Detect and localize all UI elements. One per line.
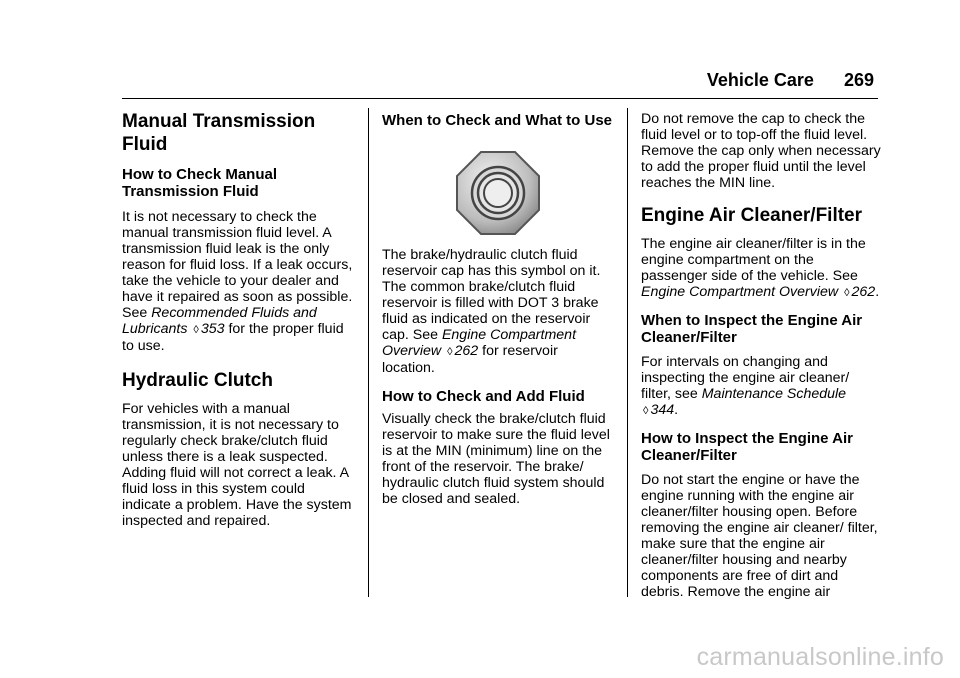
subheading-how-to-inspect: How to Inspect the Engine Air Cleaner/Filter xyxy=(641,430,853,464)
cross-reference-link[interactable]: Recommended Fluids and Lubricants xyxy=(122,305,317,337)
page-reference-icon: ◊ xyxy=(643,405,649,417)
page-reference-icon: ◊ xyxy=(193,324,199,336)
paragraph: For intervals on changing and inspecting the engine air cleaner/ filter, see Maintenance Schedule ◊ 344. xyxy=(641,354,850,418)
column-2 xyxy=(382,108,614,507)
page-reference[interactable]: 353 xyxy=(200,321,225,337)
heading-engine-air-cleaner: Engine Air Cleaner/Filter xyxy=(641,205,863,226)
column-divider xyxy=(627,108,628,597)
paragraph: The brake/hydraulic clutch fluid reservoir cap has this symbol on it. The common brake/clutch fluid reservoir is filled with DOT 3 brake fluid as indicated on the reservoir cap. See Engine Compartment Overview ◊ 262 for reservoir location. xyxy=(382,247,601,376)
column-divider xyxy=(368,108,369,597)
subheading-when-to-check: When to Check and What to Use xyxy=(382,112,613,129)
heading-manual-transmission-fluid: Manual Transmission Fluid xyxy=(122,111,316,155)
page-reference-icon: ◊ xyxy=(447,346,453,358)
cross-reference-link[interactable]: Engine Compartment Overview xyxy=(382,327,577,359)
paragraph: Do not remove the cap to check the fluid level or to top-off the fluid level. Remove the cap only when necessary to add the proper fluid until the level reaches the MIN line. xyxy=(641,111,881,191)
cross-reference-link[interactable]: Maintenance Schedule xyxy=(701,386,847,402)
column-3 xyxy=(641,108,881,600)
page-reference-icon: ◊ xyxy=(844,287,850,299)
paragraph: For vehicles with a manual transmission, it is not necessary to regularly check brake/clutch fluid unless there is a leak suspected. Adding fluid will not correct a leak. A fluid loss in this system could indicate a problem. Have the system inspected and repaired. xyxy=(122,401,352,529)
subheading-how-to-check: How to Check Manual Transmission Fluid xyxy=(122,166,278,200)
brake-fluid-reservoir-cap-icon xyxy=(382,150,614,236)
paragraph: Visually check the brake/clutch fluid reservoir to make sure the fluid level is at the MIN (minimum) line on the front of the reservoir. The brake/ hydraulic clutch fluid system should be closed and sealed. xyxy=(382,411,610,507)
paragraph: It is not necessary to check the manual transmission fluid level. A transmission fluid leak is the only reason for fluid loss. If a leak occurs, take the vehicle to your dealer and have it repaired as soon as possible. See Recommended Fluids and Lubricants ◊ 353 for the proper fluid to use. xyxy=(122,209,353,354)
cross-reference-link[interactable]: Engine Compartment Overview xyxy=(641,284,839,300)
paragraph: The engine air cleaner/filter is in the engine compartment on the passenger side of the vehicle. See Engine Compartment Overview ◊ 262. xyxy=(641,236,880,300)
page-reference[interactable]: 344 xyxy=(650,402,675,418)
page-reference[interactable]: 262 xyxy=(851,284,876,300)
page-header xyxy=(122,70,878,99)
page-reference[interactable]: 262 xyxy=(454,343,479,359)
subheading-when-to-inspect: When to Inspect the Engine Air Cleaner/Filter xyxy=(641,312,863,346)
column-1 xyxy=(122,108,354,529)
paragraph: Do not start the engine or have the engine running with the engine air cleaner/filter housing open. Before removing the engine air cleaner/ filter, make sure that the engine air cleaner/filter housing and nearby components are free of dirt and debris. Remove the engine air xyxy=(641,472,878,600)
subheading-how-to-check-add: How to Check and Add Fluid xyxy=(382,388,585,405)
watermark: carmanualsonline.info xyxy=(696,643,944,671)
page-number: 269 xyxy=(843,70,874,90)
heading-hydraulic-clutch: Hydraulic Clutch xyxy=(122,370,273,391)
section-title: Vehicle Care xyxy=(706,70,814,90)
